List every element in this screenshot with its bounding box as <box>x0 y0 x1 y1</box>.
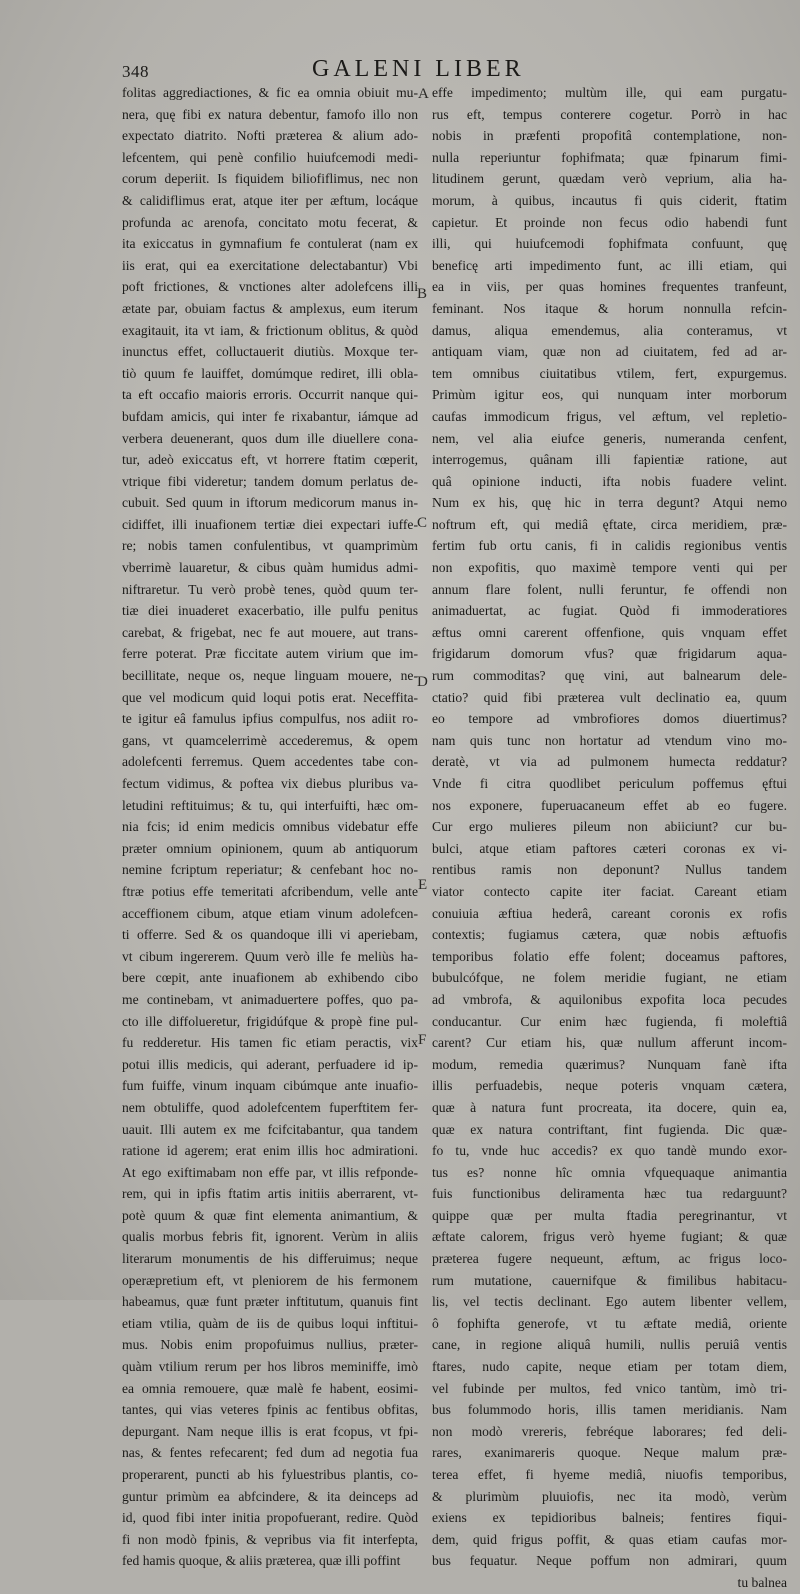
text-line: litudinem gerunt, quædam verò veprium, alia ha- <box>432 171 787 187</box>
text-line: vt cibum ingererem. Quum verò ille fe meliùs ha- <box>122 948 418 964</box>
margin-letter-e: E <box>418 877 428 893</box>
text-line: non modò vrereris, febréque laborares; fed deli- <box>432 1423 787 1439</box>
text-line: inunctus effet, colluctauerit diutiùs. Moxque ter- <box>122 344 418 360</box>
text-line: uauit. Illi autem ex me fcifcitabantur, qua tandem <box>122 1121 418 1137</box>
text-line: ea in viis, per quas homines frequentes tranfeunt, <box>432 279 787 295</box>
text-line: præterea fugere nequeunt, æftum, ac frigus loco- <box>432 1251 787 1267</box>
text-line: literarum monumentis de his differuimus; neque <box>122 1251 418 1267</box>
text-line: fu redderetur. His tamen fic etiam peractis, vix <box>122 1035 418 1051</box>
text-line: quàm vtilium rerum per hos libros meminiffe, imò <box>122 1359 418 1375</box>
text-line: lis, vel tectis declinant. Ego autem libenter vellem, <box>432 1294 787 1310</box>
text-line: dem, quid frigus poffit, & quas etiam caufas mor- <box>432 1531 787 1547</box>
text-line: que vel modicum quid loqui potis erat. Neceffita- <box>122 689 418 705</box>
text-line: depurgant. Nam neque illis is erat fcopus, vt fpi- <box>122 1423 418 1439</box>
text-line: ta eft occafio maioris erroris. Occurrit nanque qui- <box>122 387 418 403</box>
text-line: bus fequatur. Neque poffum non admirari, quum <box>432 1553 787 1569</box>
text-line: nam quis tunc non hortatur ad vtendum vino mo- <box>432 732 787 748</box>
text-line: nas, & fentes refecarent; fed dum ad negotia fua <box>122 1445 418 1461</box>
text-line: vel fubinde per multos, fed vnico tantùm, imò tri- <box>432 1380 787 1396</box>
text-line: illi, qui huiufcemodi fophifmata confuunt, quę <box>432 236 787 252</box>
text-line: æftate calorem, frigus verò hyeme fugiant; & quæ <box>432 1229 787 1245</box>
text-line: frigidarum domorum vfus? quæ frigidarum aqua- <box>432 646 787 662</box>
text-line: fum fuiffe, vinum inquam cibúmque ante inuafio- <box>122 1078 418 1094</box>
text-line: ferre poterat. Præ ficcitate autem virium que im- <box>122 646 418 662</box>
text-line: quæ ex natura contriftant, fint fugienda. Dic quæ- <box>432 1121 787 1137</box>
text-line: nem, vel alia eiufce generis, numeranda cenfent, <box>432 430 787 446</box>
text-line: ô fophifta generofe, vt tu æftate mediâ, oriente <box>432 1315 787 1331</box>
text-line: eo tempore ad vmbrofiores domos diuertimus? <box>432 711 787 727</box>
text-line: effe impedimento; multùm ille, qui eam purgatu- <box>432 85 787 100</box>
text-line: fed hamis quoque, & aliis præterea, quæ illi poffint <box>122 1553 401 1569</box>
text-line: tiò quum fe lauiffet, domúmque rediret, illi obla- <box>122 365 418 381</box>
text-line: bere cœpit, ante inuafionem ab exhibendo cibo <box>122 970 418 986</box>
left-text-column <box>122 82 418 1572</box>
text-line: Vnde fi citra quodlibet periculum poffemus ęftui <box>432 776 787 791</box>
text-line: potui illis medicis, qui aderant, perfuadere id ip- <box>122 1056 418 1072</box>
text-line: potè quum & quæ fint elementa animantium, & <box>122 1207 418 1223</box>
text-line: bulci, atque etiam paftores cæteri coronas ex vi- <box>432 840 787 856</box>
text-line: rentibus ramis non deponunt? Nullus tandem <box>432 862 787 878</box>
text-line: profunda ac arenofa, concitato motu fecerat, & <box>122 214 418 230</box>
text-line: antiquam viam, quæ non ad ciuitatem, fed ad ar- <box>432 344 787 360</box>
text-line: cane, in regione aliquâ humili, nullis peruiâ ventis <box>432 1337 787 1353</box>
text-line: temporibus folatio effe folent; doceamus paftores, <box>432 948 787 964</box>
text-line: guntur primùm ea abfcindere, & ita deinceps ad <box>122 1488 418 1504</box>
text-line: carent? Cur etiam his, quæ nullum afferunt incom- <box>432 1035 787 1051</box>
text-line: conducantur. Cur enim hæc fugienda, fi moleftiâ <box>432 1013 787 1029</box>
text-line: cto ille diffolueretur, frigidúfque & propè fine pul- <box>122 1013 418 1029</box>
margin-letter-b: B <box>417 286 428 302</box>
text-line: ea omnia remouere, quæ malè fe habent, eosimi- <box>122 1380 418 1396</box>
text-line: poft frictiones, & vnctiones alter adolefcens illi <box>122 279 418 295</box>
text-line: fectum vidimus, & poftea vix diebus pluribus va- <box>122 776 418 791</box>
text-line: tem omnibus ciuitatibus vtilem, fert, expurgemus. <box>432 365 787 381</box>
text-line: ita exiccatus in gymnafium fe contulerat (nam ex <box>122 236 418 252</box>
text-line: bus folummodo horis, illis tamen meridianis. Nam <box>432 1402 787 1418</box>
text-line: noftrum eft, qui mediâ ęftate, circa meridiem, præ- <box>432 516 787 532</box>
text-line: quâ opinione inducti, ifta nobis fuadere velint. <box>432 473 787 489</box>
text-line: non expofitis, quo maximè tempore venti qui per <box>432 560 787 576</box>
text-line: vberrimè lauaretur, & cibus quàm humidus admi- <box>122 560 418 576</box>
text-line: annum flare folent, nulli feruntur, fe offendi non <box>432 581 787 597</box>
text-line: nera, quę fibi ex natura debentur, famofo illo non <box>122 106 418 122</box>
text-line: capietur. Et proinde non fecus odio habendi funt <box>432 214 787 230</box>
text-line: nemine fcriptum reperiatur; & cenfebant hoc no- <box>122 862 418 878</box>
text-line: ftræ potius effe temeritati afcribendum, velle ante <box>122 883 418 899</box>
text-line: carebat, & frigebat, nec fe aut mouere, aut trans- <box>122 624 418 640</box>
text-line: morum, à quibus, incautus fi quis ciderit, ftatim <box>432 192 787 208</box>
text-line: etiam vtilia, quàm de iis de quibus loqui inftitui- <box>122 1315 418 1331</box>
text-line: fuis functionibus deliramenta hæc tua redarguunt? <box>432 1186 787 1202</box>
text-line: At ego exiftimabam non effe par, vt illis refponde- <box>122 1164 418 1180</box>
text-line: rem, qui in ipfis ftatim artis initiis aberrarent, vt- <box>122 1186 418 1202</box>
margin-letter-c: C <box>417 515 428 531</box>
text-line: becillitate, neque os, neque linguam mouere, ne- <box>122 668 418 684</box>
text-line: bufdam amicis, qui inter fe rixabantur, iámque ad <box>122 408 418 424</box>
text-line: exagitauit, ita vt iam, & frictionum oblitus, & quòd <box>122 322 418 338</box>
text-line: deratè, vt via ad pulmonem humecta reddatur? <box>432 754 787 770</box>
page-number: 348 <box>122 62 149 81</box>
text-line: illis perfuadebis, neque poteris vnquam cætera, <box>432 1078 787 1094</box>
text-line: cubuit. Sed quum in iftorum medicorum manus in- <box>122 495 418 511</box>
text-line: me continebam, vt animaduertere poffes, quo pa- <box>122 991 418 1007</box>
text-line: ctatio? quid fibi præterea vult declinatio ea, quum <box>432 689 787 705</box>
text-line: properarent, puncti ab his fyluestribus plantis, co- <box>122 1467 418 1482</box>
text-line: rum mutatione, cauernifque & fimilibus habitacu- <box>432 1272 787 1288</box>
text-line: expectato diatrito. Nofti præterea & alium ado- <box>122 128 418 144</box>
text-line: caufas immodicum frigus, vel æftum, vel repletio- <box>432 408 787 424</box>
text-line: letudini reftituimus; & tu, qui interfuifti, hæc om- <box>122 797 418 813</box>
text-line: corum deperiit. Is fiquidem biliofiflimus, nec non <box>122 171 418 187</box>
text-line: feminant. Nos itaque & horum nonnulla refcin- <box>432 300 787 316</box>
text-line: tus es? nonne hîc omnia vfquequaque animantia <box>432 1164 787 1180</box>
text-line: conuiuia æftiua hederâ, careant coronis ex rofis <box>432 905 787 921</box>
text-line: operæpretium eft, vt pleniorem de his fermonem <box>122 1272 418 1288</box>
text-line: niftraretur. Tu verò probè tenes, quòd quum ter- <box>122 581 418 597</box>
text-line: nem obtuliffe, quod adolefcentem fuperftitem fer- <box>122 1099 418 1115</box>
right-text-column <box>432 82 787 1594</box>
text-line: cidiffet, illi inuafionem tertiæ diei expectari iuffe- <box>122 516 418 532</box>
text-line: nia fcis; id enim medicis omnibus videbatur effe <box>122 819 418 835</box>
text-line: tantes, qui vias veteres fpinis ac fentibus obfitas, <box>122 1402 418 1418</box>
margin-letter-a: A <box>418 86 429 102</box>
text-line: nulla reperiuntur fophifmata; quæ fpinarum fimi- <box>432 149 787 165</box>
text-line: Num ex his, quę hic in terra degunt? Atqui nemo <box>432 495 787 511</box>
text-line: & plurimùm pluuiofis, nec ita modò, verùm <box>432 1488 787 1504</box>
text-line: fo tu, vnde huc accedis? ex quo tandè mundo exor- <box>432 1143 787 1159</box>
text-line: folitas aggrediactiones, & fic ea omnia obiuit mu- <box>122 85 418 100</box>
text-line: lefcentem, qui penè confilio huiufcemodi medi- <box>122 149 418 165</box>
text-line: qualis morbus febris fit, ignorent. Verùm in aliis <box>122 1229 418 1245</box>
text-line: ftares, nudo capite, neque etiam per totam diem, <box>432 1359 787 1375</box>
text-line: tur, adeò exiccatus eft, vt horrere ftatim cœperit, <box>122 452 418 468</box>
text-line: nos exponere, fuperuacaneum effet ab eo fugere. <box>432 797 787 813</box>
text-line: quippe quæ per multa ftadia peregrinantur, vt <box>432 1207 787 1223</box>
running-title: GALENI LIBER <box>312 56 525 82</box>
text-line: præter omnium opinionem, quum ab antiquorum <box>122 840 418 856</box>
text-line: interrogemus, quânam illi fapientiæ ratione, aut <box>432 452 787 468</box>
margin-letter-f: F <box>418 1032 427 1048</box>
text-line: rares, exanimareris quoque. Neque malum præ- <box>432 1445 787 1461</box>
text-line: & calidiflimus erat, atque iter per æftum, locáque <box>122 192 418 208</box>
text-line: Cur ergo mulieres pileum non abiiciunt? cur bu- <box>432 819 787 835</box>
catchword: tu balnea <box>737 1574 787 1590</box>
text-line: quæ à natura funt procreata, ita docere, quin ea, <box>432 1099 787 1115</box>
text-line: tiæ diei inuaderet exacerbatio, ille pulfu penitus <box>122 603 418 619</box>
text-line: exiens ex tepidioribus balneis; fentires fiqui- <box>432 1510 787 1526</box>
text-line: damus, aliqua emendemus, alia conteramus, vt <box>432 322 787 338</box>
text-line: Primùm igitur eos, qui nunquam inter morborum <box>432 387 787 403</box>
text-line: mus. Nobis enim propofuimus nullius, præter- <box>122 1337 418 1353</box>
text-line: rus eft, tempus conterere cogetur. Porrò in hac <box>432 106 787 122</box>
text-line: æftus omni carerent offenfione, quis vnquam effet <box>432 624 787 640</box>
text-line: fertim fub ortu canis, fi in calidis regionibus ventis <box>432 538 787 554</box>
text-line: ad vmbrofa, & aquilonibus expofita loca pecudes <box>432 991 787 1007</box>
text-line: fi non modò fpinis, & vepribus via fit interfepta, <box>122 1531 418 1547</box>
text-line: re; nobis tamen confulentibus, vt quamprimùm <box>122 538 418 554</box>
text-line: nobis in præfenti propofitâ contemplatione, non- <box>432 128 787 144</box>
margin-letter-d: D <box>417 674 428 690</box>
text-line: terea effet, fi hyeme mediâ, niuofis temporibus, <box>432 1467 787 1482</box>
text-line: contextis; fugiamus cætera, quæ nobis æftuofis <box>432 927 787 943</box>
text-line: verbera deuenerant, quos dum ille diuellere cona- <box>122 430 418 446</box>
text-line: iis erat, qui ea exercitatione delectabantur) Vbi <box>122 257 418 273</box>
text-line: vtrique fibi videretur; tandem domum perlatus de- <box>122 473 418 489</box>
text-line: viator contecto capite iter faciat. Careant etiam <box>432 883 787 899</box>
text-line: acceffionem cibum, atque etiam vinum adolefcen- <box>122 905 418 921</box>
text-line: te igitur eâ famulus ipfius compulfus, nos adiit ro- <box>122 711 418 727</box>
text-line: habeamus, quæ funt præter inftitutum, quanuis fint <box>122 1294 418 1310</box>
text-line: rum commoditas? quę vini, aut balnearum dele- <box>432 668 787 684</box>
text-line: modum, remedia quærimus? Nunquam fanè ifta <box>432 1056 787 1072</box>
text-line: id, quod fibi inter initia propofuerant, redire. Quòd <box>122 1510 418 1526</box>
text-line: ti offerre. Sed & os quandoque illi vi aperiebam, <box>122 927 418 943</box>
text-line: bubulcófque, ne folem meridie fugiant, ne etiam <box>432 970 787 986</box>
text-line: beneficę arti impedimento funt, ac illi etiam, qui <box>432 257 787 273</box>
text-line: ætate par, obuiam factus & amplexus, eum iterum <box>122 300 418 316</box>
text-line: ratione id agerem; erat enim illis hoc admirationi. <box>122 1143 418 1159</box>
text-line: adolefcenti ferremus. Quem accedentes tabe con- <box>122 754 418 770</box>
text-line: gans, vt quamcelerrimè accederemus, & opem <box>122 732 418 748</box>
text-line: animaduertat, ac fugiat. Quòd fi immoderatiores <box>432 603 787 619</box>
